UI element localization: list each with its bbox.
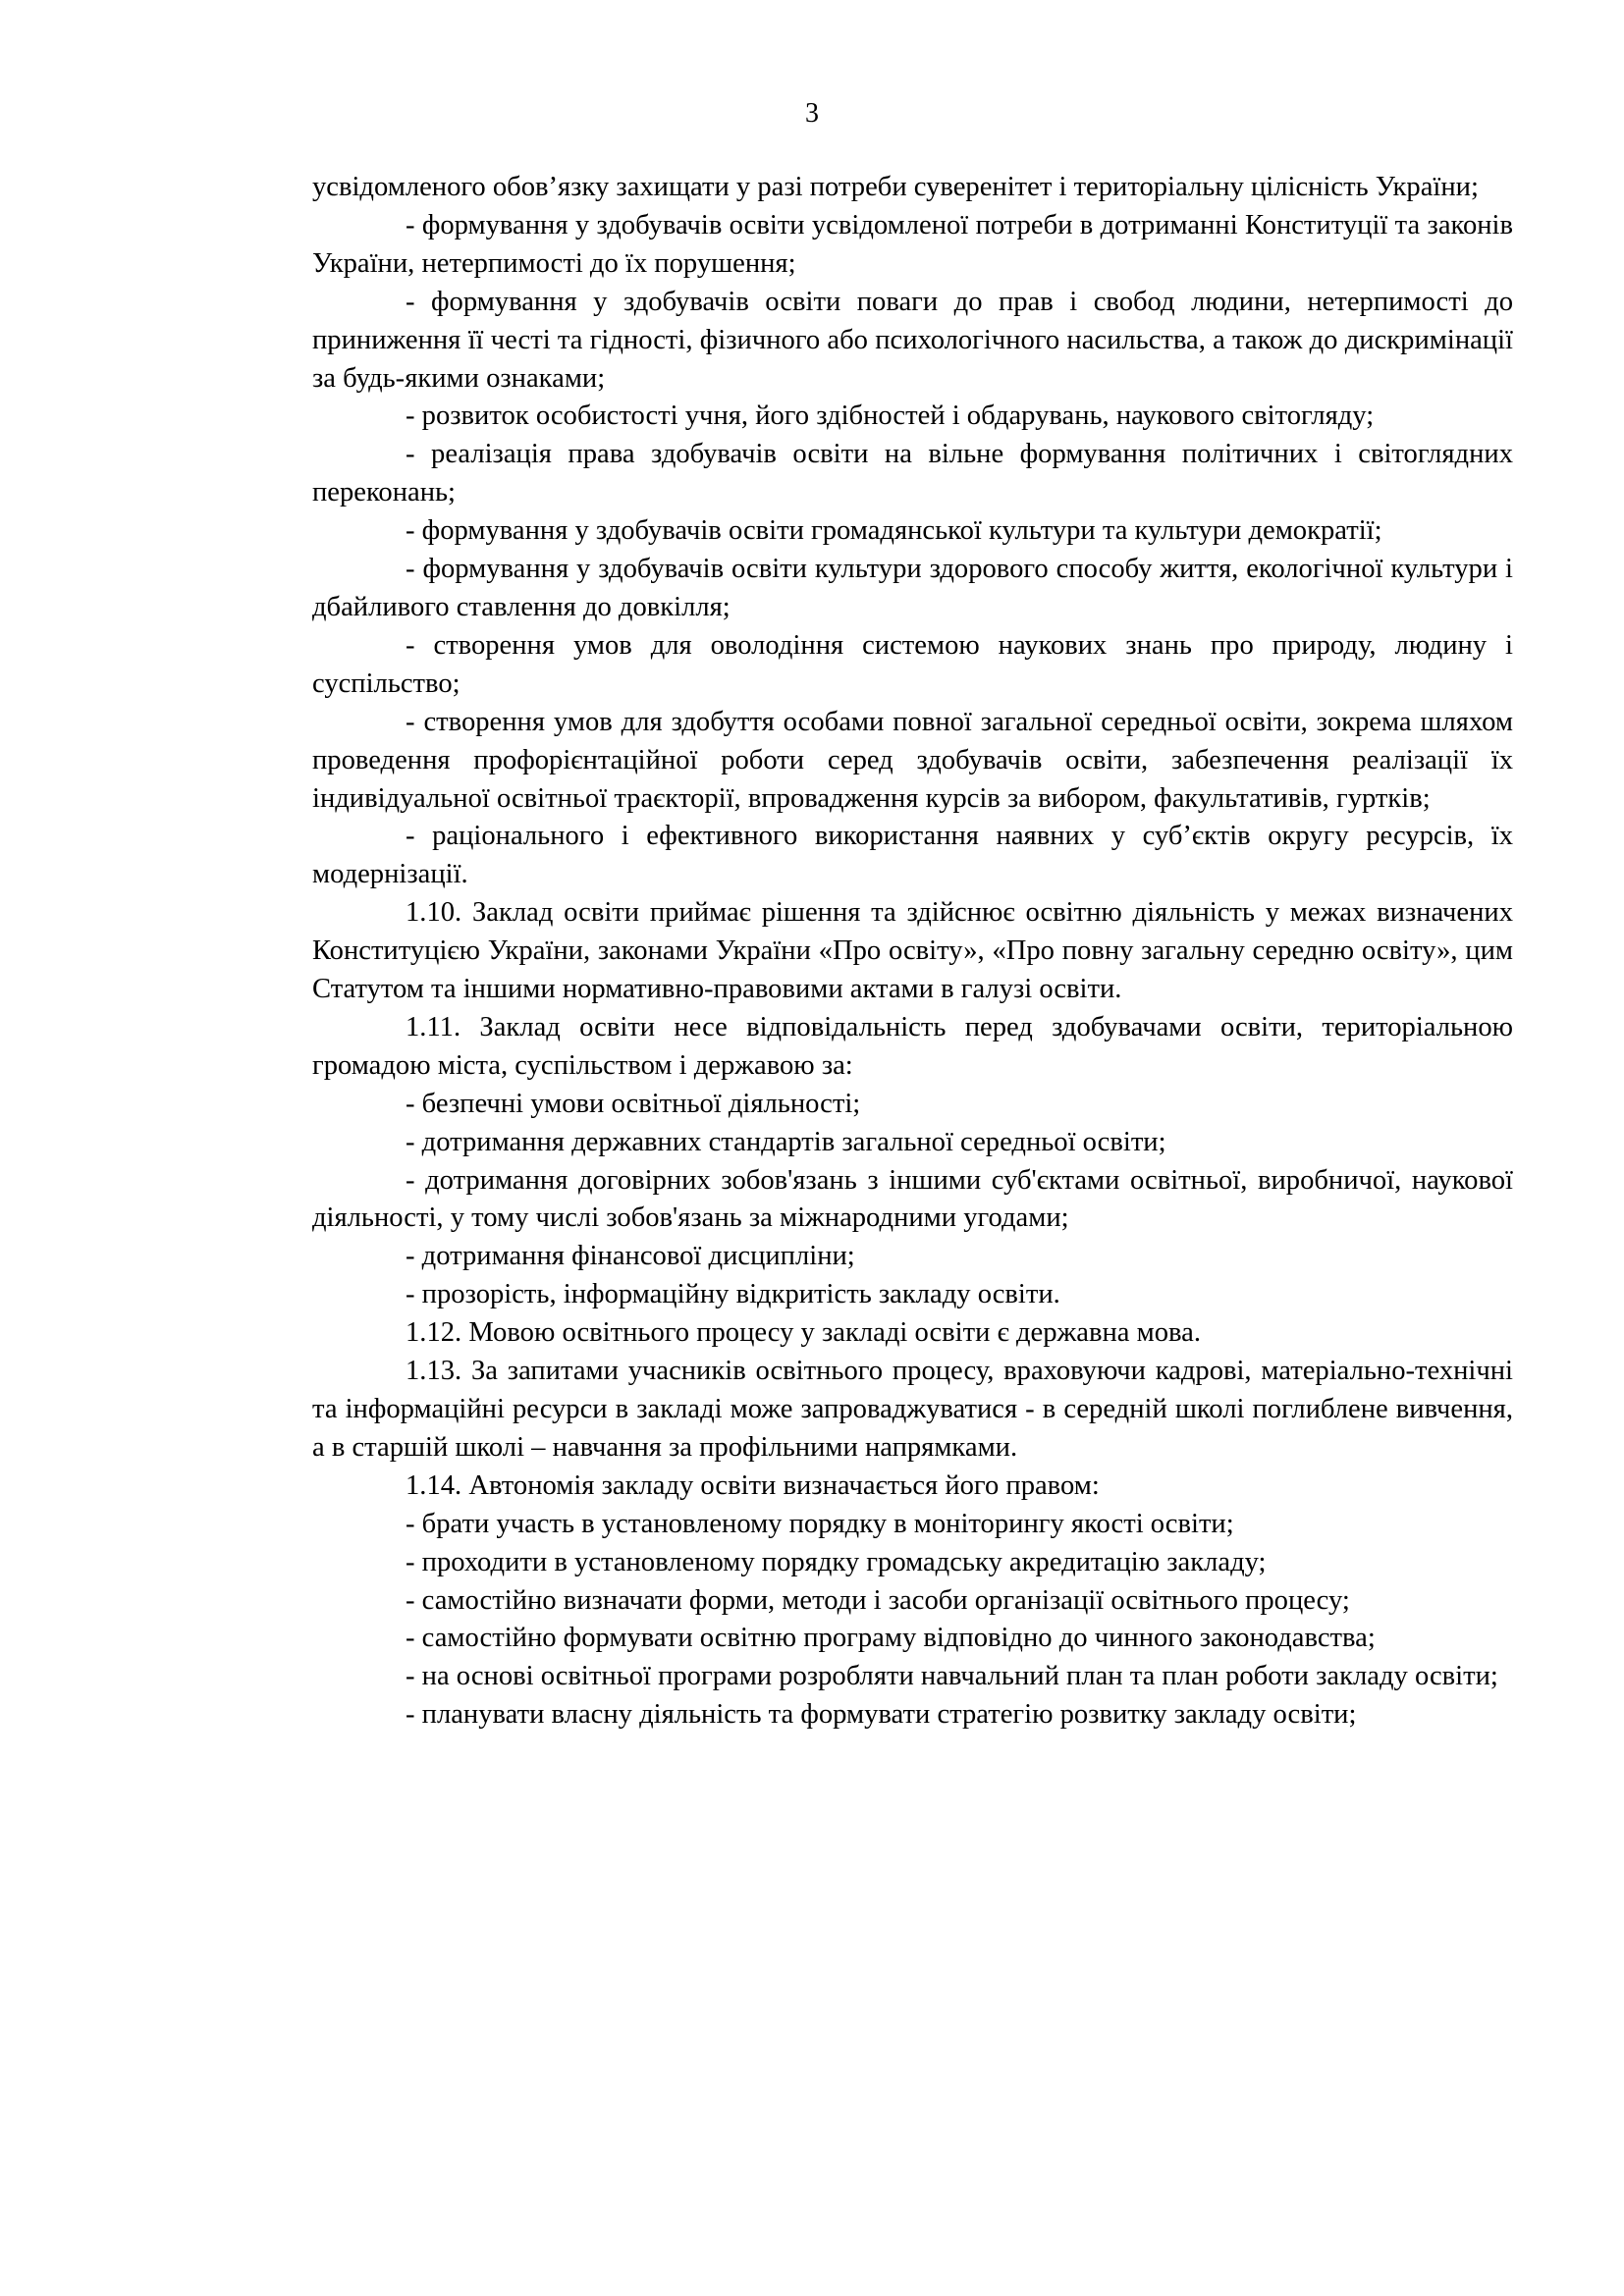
list-item: - дотримання державних стандартів загальної середньої освіти; xyxy=(406,1126,1166,1157)
clause-1-13: 1.13. За запитами учасників освітнього процесу, враховуючи кадрові, матеріально-технічні та інформаційні ресурси в закладі може запроваджуватися - в середній школі поглиблене вивчення, а в старшій школі – навчання за профільними напрямками. xyxy=(312,1356,1513,1463)
list-item: - створення умов для оволодіння системою наукових знань про природу, людину і суспільство; xyxy=(312,629,1513,699)
list-item: - самостійно формувати освітню програму відповідно до чинного законодавства; xyxy=(406,1623,1376,1654)
list-item: - брати участь в установленому порядку в моніторингу якості освіти; xyxy=(406,1508,1234,1539)
list-item: - раціонального і ефективного використання наявних у суб’єктів округу ресурсів, їх модернізації. xyxy=(312,821,1513,890)
list-item: - самостійно визначати форми, методи і засоби організації освітнього процесу; xyxy=(406,1584,1350,1616)
list-item: - на основі освітньої програми розробляти навчальний план та план роботи закладу освіти; xyxy=(406,1661,1498,1692)
list-item: - формування у здобувачів освіти громадянської культури та культури демократії; xyxy=(406,515,1382,547)
list-item: - формування у здобувачів освіти поваги до прав і свобод людини, нетерпимості до приниження її честі та гідності, фізичного або психологічного насильства, а також до дискримінації за будь-якими ознаками; xyxy=(312,286,1513,394)
list-item: - дотримання договірних зобов'язань з іншими суб'єктами освітньої, виробничої, наукової діяльності, у тому числі зобов'язань за міжнародними угодами; xyxy=(312,1164,1513,1234)
clause-1-10: 1.10. Заклад освіти приймає рішення та здійснює освітню діяльність у межах визначених Конституцією України, законами України «Про освіту», «Про повну загальну середню освіту», цим Статутом та іншими нормативно-правовими актами в галузі освіти. xyxy=(312,897,1513,1005)
clause-1-12: 1.12. Мовою освітнього процесу у закладі освіти є державна мова. xyxy=(406,1317,1201,1349)
list-item: - проходити в установленому порядку громадську акредитацію закладу; xyxy=(406,1546,1267,1577)
clause-1-14: 1.14. Автономія закладу освіти визначається його правом: xyxy=(406,1469,1100,1501)
list-item: - реалізація права здобувачів освіти на вільне формування політичних і світоглядних переконань; xyxy=(312,439,1513,508)
list-item: - розвиток особистості учня, його здібностей і обдарувань, наукового світогляду; xyxy=(406,400,1375,432)
list-item: - безпечні умови освітньої діяльності; xyxy=(406,1088,861,1119)
list-item: - прозорість, інформаційну відкритість закладу освіти. xyxy=(406,1279,1060,1310)
list-item: - планувати власну діяльність та формувати стратегію розвитку закладу освіти; xyxy=(406,1699,1357,1731)
clause-1-11: 1.11. Заклад освіти несе відповідальність перед здобувачами освіти, територіальною громадою міста, суспільством і державою за: xyxy=(312,1011,1513,1081)
list-item: - дотримання фінансової дисципліни; xyxy=(406,1241,855,1272)
list-item: - формування у здобувачів освіти усвідомленої потреби в дотриманні Конституції та законів України, нетерпимості до їх порушення; xyxy=(312,209,1513,279)
list-item: - створення умов для здобуття особами повної загальної середньої освіти, зокрема шляхом проведення профорієнтаційної роботи серед здобувачів освіти, забезпечення реалізації їх індивідуальної освітньої траєкторії, впровадження курсів за вибором, факультативів, гуртків; xyxy=(312,706,1513,814)
list-item: - формування у здобувачів освіти культури здорового способу життя, екологічної культури і дбайливого ставлення до довкілля; xyxy=(312,554,1513,622)
paragraph: усвідомленого обов’язку захищати у разі потреби суверенітет і територіальну цілісність України; xyxy=(312,172,1479,202)
document-body xyxy=(312,169,1513,1735)
page-number: 3 xyxy=(805,98,819,129)
